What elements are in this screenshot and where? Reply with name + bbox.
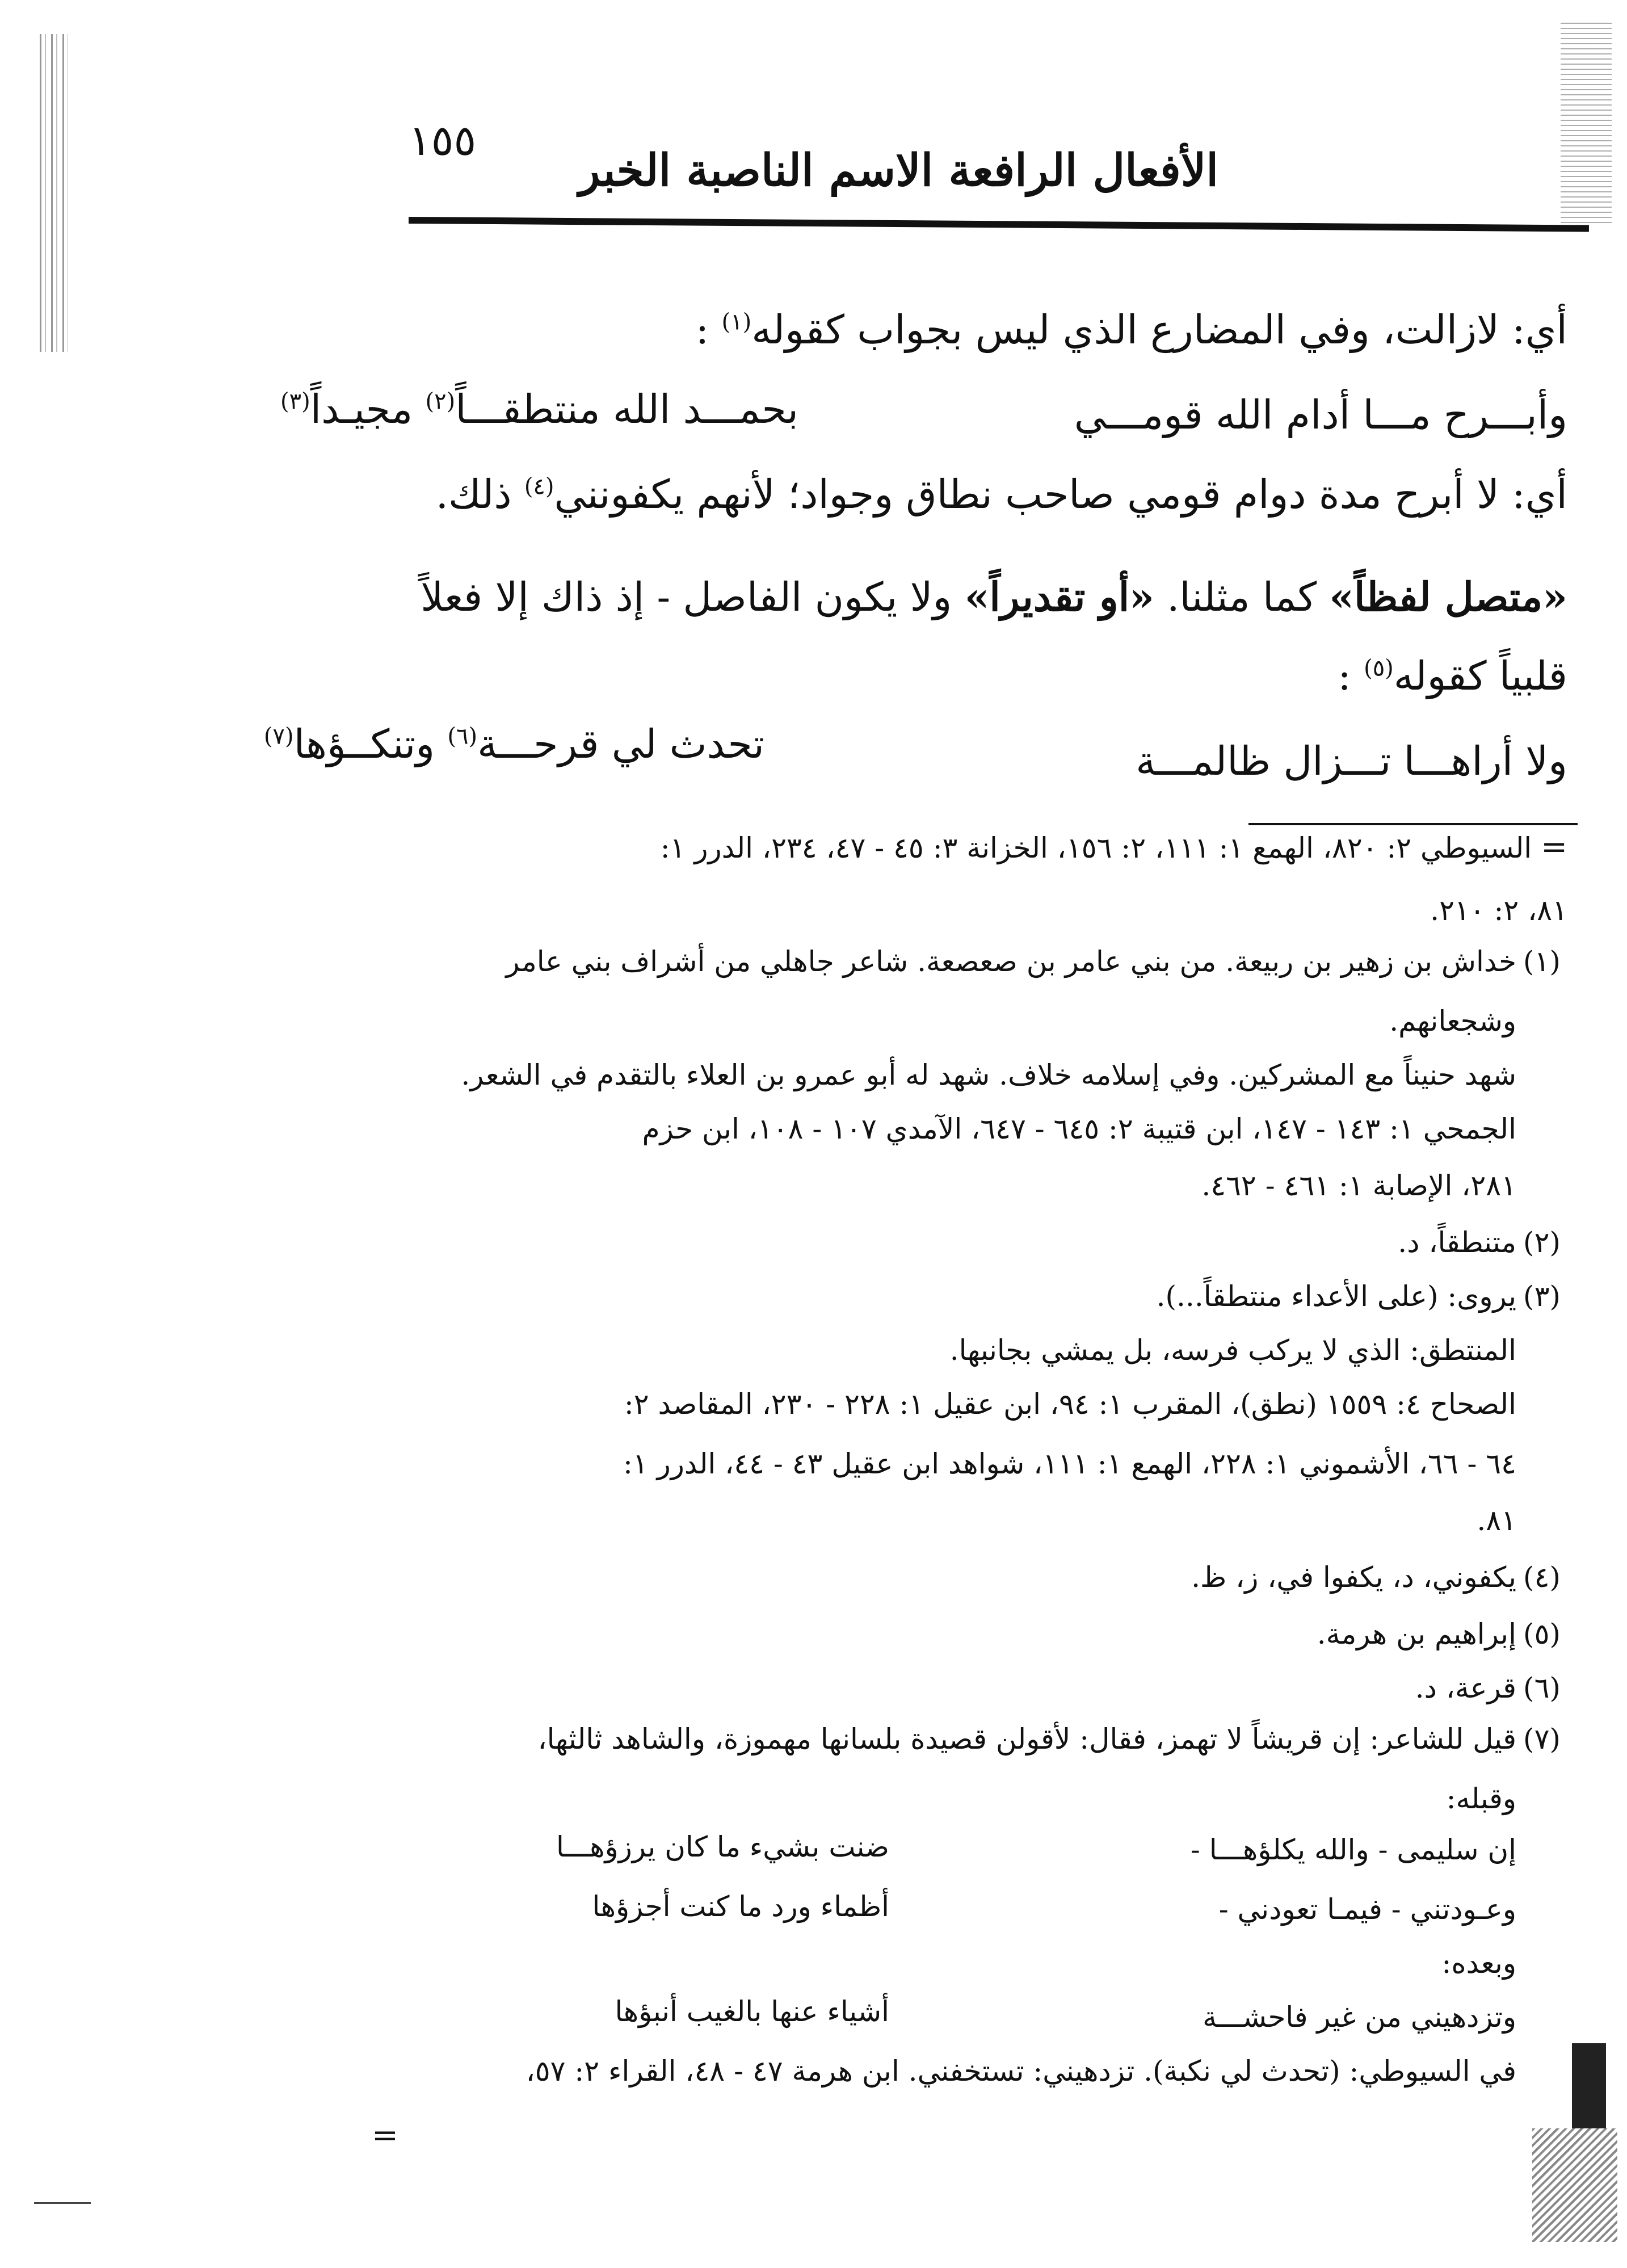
footnote-7-verse-2-b: أظماء ورد ما كنت أجزؤها <box>592 1890 889 1923</box>
verse-2-c-text: وتنكــؤها <box>293 721 435 767</box>
bold-phrase-2: «أو تقديراً» <box>964 573 1154 620</box>
verse-1-hemistich-a: وأبـــرح مـــا أدام الله قومـــي <box>1074 392 1567 438</box>
footnote-6-number: (٦) <box>1523 1671 1561 1704</box>
verse-1-b-text: بحمـــد الله منتطقـــاً <box>455 386 798 432</box>
footnote-5 <box>1317 1618 1567 1650</box>
footnote-3-line-b: المنتطق: الذي لا يركب فرسه، بل يمشي بجانبها. <box>949 1334 1516 1367</box>
body-line-1 <box>696 306 1567 353</box>
body-line-4-end: : <box>1338 653 1351 699</box>
footnote-1-line-a <box>506 945 1567 978</box>
footnote-4-number: (٤) <box>1523 1561 1561 1594</box>
footnote-7-line-c: وبعده: <box>1441 1947 1516 1980</box>
footnote-7-verse-3-a: وتزدهيني من غير فاحشـــة <box>1203 2001 1516 2034</box>
footnote-7-line-a <box>537 1723 1567 1755</box>
footnote-1-line-c: شهد حنيناً مع المشركين. وفي إسلامه خلاف. شهد له أبو عمرو بن العلاء بالتقدم في الشعر. <box>461 1059 1516 1091</box>
scan-artifact-right-top <box>1561 23 1612 227</box>
footnote-7-line-d: في السيوطي: (تحدث لي نكبة). تزدهيني: تستخفني. ابن هرمة ٤٧ - ٤٨، القراء ٢: ٥٧، <box>525 2055 1516 2088</box>
footnote-7-verse-1-b: ضنت بشيء ما كان يرزؤهـــا <box>556 1830 889 1863</box>
body-line-2-end: ذلك. <box>435 471 512 518</box>
body-line-1-end: : <box>695 306 709 353</box>
footnote-continuation-2: ٨١، ٢: ٢١٠. <box>1430 894 1567 927</box>
footnote-ref-2: (٢) <box>425 388 456 415</box>
footnote-4 <box>1191 1561 1567 1594</box>
scan-artifact-left-edge <box>40 34 68 352</box>
verse-1-hemistich-b <box>280 386 798 432</box>
footnote-2 <box>1398 1226 1567 1259</box>
page-number: ١٥٥ <box>409 116 477 165</box>
footnote-3-a-text: يروى: (على الأعداء منتطقاً...). <box>1156 1280 1516 1313</box>
footnote-continuation-1 <box>661 829 1567 866</box>
footnote-1-line-d: الجمحي ١: ١٤٣ - ١٤٧، ابن قتيبة ٢: ٦٤٥ - ٦٤٧، الآمدي ١٠٧ - ١٠٨، ابن حزم <box>642 1112 1516 1145</box>
footnote-4-text: يكفوني، د، يكفوا في، ز، ظ. <box>1191 1561 1516 1594</box>
footnote-7-number: (٧) <box>1523 1723 1561 1755</box>
footnote-7-verse-2-a: وعـودتني - فيمـا تعودني - <box>1218 1893 1516 1926</box>
body-line-2-text: أي: لا أبرح مدة دوام قومي صاحب نطاق وجواد؛ لأنهم يكفونني <box>554 471 1567 518</box>
footnote-ref-7: (٧) <box>263 723 294 750</box>
footnote-ref-6: (٦) <box>447 723 478 750</box>
body-line-3 <box>421 573 1567 620</box>
body-line-2 <box>436 471 1567 518</box>
footnote-5-text: إبراهيم بن هرمة. <box>1317 1618 1516 1650</box>
footnote-7-verse-1-a: إن سليمى - والله يكلؤهـــا - <box>1190 1833 1516 1866</box>
footnote-6-text: قرعة، د. <box>1415 1671 1516 1704</box>
bold-phrase-1: «متصل لفظاً» <box>1329 573 1567 620</box>
footnote-ref-5: (٥) <box>1364 655 1394 682</box>
footnote-2-text: متنطقاً، د. <box>1398 1226 1516 1259</box>
footnote-3-line-c: الصحاح ٤: ١٥٥٩ (نطق)، المقرب ١: ٩٤، ابن عقيل ١: ٢٢٨ - ٢٣٠، المقاصد ٢: <box>624 1388 1516 1421</box>
body-line-3-end: ولا يكون الفاصل - إذ ذاك إلا فعلاً <box>421 574 952 620</box>
continuation-mark: = <box>1541 829 1567 866</box>
verse-1-c-text: مجيـداً <box>310 386 413 432</box>
footnote-ref-3: (٣) <box>280 388 310 415</box>
footnote-2-number: (٢) <box>1523 1226 1561 1259</box>
body-line-4-text: قلبياً كقوله <box>1393 653 1567 699</box>
verse-2-hemistich-b <box>264 721 764 767</box>
footnote-6 <box>1415 1671 1567 1704</box>
verse-2-b-text: تحدث لي قرحـــة <box>477 721 764 767</box>
verse-2-hemistich-a: ولا أراهـــا تـــزال ظالمـــة <box>1136 738 1567 784</box>
body-line-4 <box>1338 653 1567 699</box>
header-rule <box>409 217 1589 232</box>
continuation-mark-end: = <box>372 2117 398 2154</box>
footnote-3-line-e: ٨١. <box>1477 1504 1516 1537</box>
scan-artifact-right-bottom <box>1532 2128 1617 2242</box>
body-line-1-text: أي: لازالت، وفي المضارع الذي ليس بجواب كقوله <box>751 306 1567 353</box>
footnote-3-number: (٣) <box>1523 1280 1561 1313</box>
footnote-3-line-d: ٦٤ - ٦٦، الأشموني ١: ٢٢٨، الهمع ١: ١١١، شواهد ابن عقيل ٤٣ - ٤٤، الدرر ١: <box>623 1447 1516 1480</box>
footnote-5-number: (٥) <box>1523 1618 1561 1650</box>
footnote-separator <box>1248 823 1578 825</box>
footnote-1-a-text: خداش بن زهير بن ربيعة. من بني عامر بن صعصعة. شاعر جاهلي من أشراف بني عامر <box>506 945 1516 978</box>
footnote-1-number: (١) <box>1523 945 1561 978</box>
continuation-1-text: السيوطي ٢: ٨٢٠، الهمع ١: ١١١، ٢: ١٥٦، الخزانة ٣: ٤٥ - ٤٧، ٢٣٤، الدرر ١: <box>660 831 1532 864</box>
running-title: الأفعال الرافعة الاسم الناصبة الخبر <box>578 145 1218 196</box>
footnote-1-line-b: وشجعانهم. <box>1389 1005 1516 1038</box>
footnote-7-line-b: وقبله: <box>1446 1782 1516 1815</box>
footnote-1-line-e: ٢٨١، الإصابة ١: ٤٦١ - ٤٦٢. <box>1201 1169 1516 1202</box>
body-line-3-mid: كما مثلنا. <box>1167 574 1317 620</box>
scan-artifact-right-mid <box>1572 2043 1606 2128</box>
footnote-ref-1: (١) <box>721 309 752 335</box>
footnote-7-verse-3-b: أشياء عنها بالغيب أنبؤها <box>615 1995 889 2028</box>
footnote-3-line-a <box>1157 1280 1567 1313</box>
footnote-ref-4: (٤) <box>524 473 554 500</box>
scan-artifact-left-bottom <box>34 2202 91 2204</box>
footnote-7-a-text: قيل للشاعر: إن قريشاً لا تهمز، فقال: لأقولن قصيدة بلسانها مهموزة، والشاهد ثالثها، <box>537 1723 1516 1755</box>
